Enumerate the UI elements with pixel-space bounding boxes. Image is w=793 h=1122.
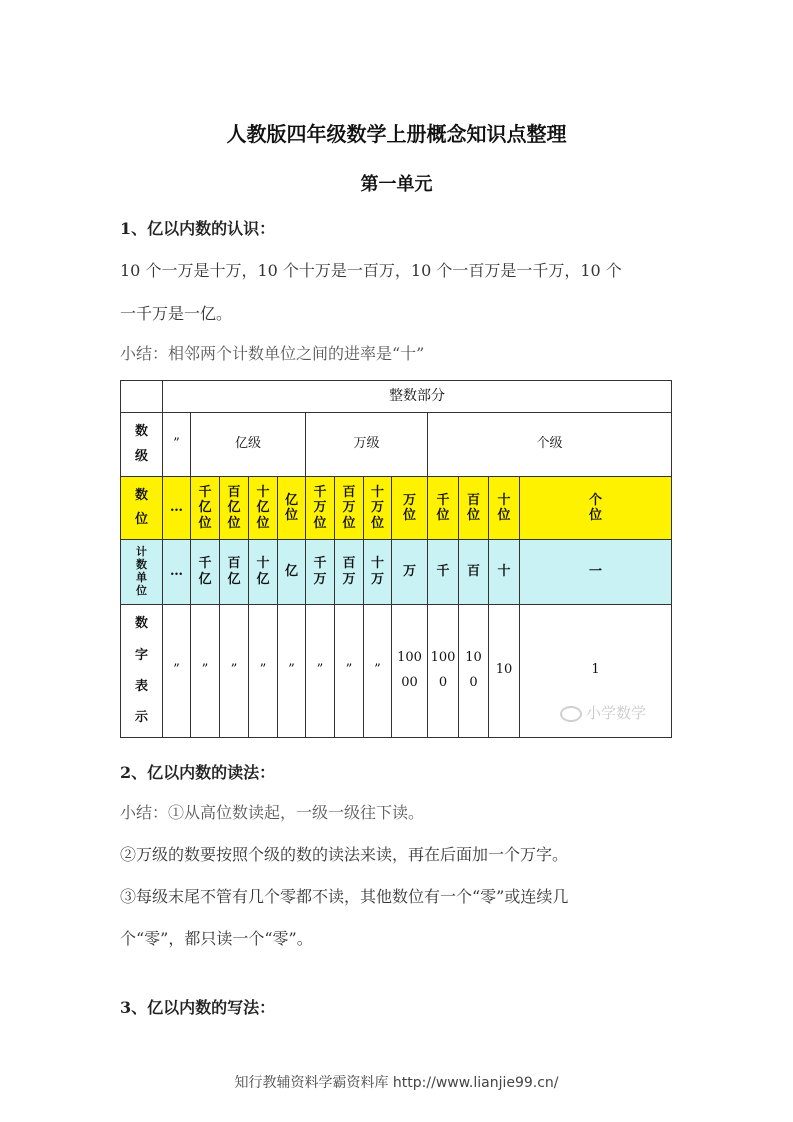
place-cell: 百万位 [335, 477, 364, 540]
row-label-place: 数位 [121, 477, 163, 540]
grade-dots: ” [163, 413, 191, 477]
digit-cell: 1000 [428, 604, 459, 737]
unit-cell: 万 [392, 540, 428, 604]
place-cell: 十位 [489, 477, 520, 540]
place-cell: 百亿位 [220, 477, 249, 540]
unit-cell: 十亿 [249, 540, 278, 604]
place-cell: 十万位 [364, 477, 392, 540]
digit-cell: ” [364, 604, 392, 737]
digit-cell: ” [191, 604, 220, 737]
row-label-digit: 数字表示 [121, 604, 163, 737]
section-2-line-2: ②万级的数要按照个级的数的读法来读，再在后面加一个万字。 [120, 845, 569, 864]
digit-cell: 100 [459, 604, 489, 737]
digit-cell: 10000 [392, 604, 428, 737]
section-2-line-1: 小结：①从高位数读起，一级一级往下读。 [120, 803, 425, 822]
unit-cell: 亿 [278, 540, 306, 604]
unit-cell: 百万 [335, 540, 364, 604]
unit-cell: … [163, 540, 191, 604]
place-cell: 亿位 [278, 477, 306, 540]
unit-title: 第一单元 [360, 174, 433, 195]
section-1-line-2: 一千万是一亿。 [120, 304, 233, 323]
digit-cell: ” [306, 604, 335, 737]
unit-cell: 一 [520, 540, 672, 604]
digit-cell: ” [335, 604, 364, 737]
digit-cell: ” [249, 604, 278, 737]
unit-cell: 百亿 [220, 540, 249, 604]
digit-cell: 10 [489, 604, 520, 737]
unit-cell: 千万 [306, 540, 335, 604]
row-label-unit: 计数单位 [121, 540, 163, 604]
table-corner-cell [121, 381, 163, 413]
grade-wan: 万级 [306, 413, 428, 477]
digit-cell: 1 [520, 604, 672, 737]
place-value-table [120, 380, 672, 738]
row-label-grade: 数级 [121, 413, 163, 477]
section-1-line-1: 10 个一万是十万，10 个十万是一百万，10 个一百万是一千万，10 个 [120, 261, 622, 280]
section-2-line-3: ③每级末尾不管有几个零都不读，其他数位有一个“零”或连续几 [120, 887, 569, 906]
unit-cell: 千 [428, 540, 459, 604]
place-cell: … [163, 477, 191, 540]
place-cell: 千万位 [306, 477, 335, 540]
digit-cell: ” [220, 604, 249, 737]
integer-part-header: 整数部分 [163, 381, 672, 413]
place-cell: 万位 [392, 477, 428, 540]
section-2-heading: 2、亿以内数的读法： [120, 763, 276, 782]
grade-yi: 亿级 [191, 413, 306, 477]
place-cell: 千位 [428, 477, 459, 540]
place-cell: 千亿位 [191, 477, 220, 540]
digit-cell: ” [278, 604, 306, 737]
section-1-summary: 小结：相邻两个计数单位之间的进率是“十” [120, 344, 425, 363]
wechat-icon [560, 706, 582, 722]
section-3-heading: 3、亿以内数的写法： [120, 998, 276, 1017]
place-cell: 个位 [520, 477, 672, 540]
grade-ge: 个级 [428, 413, 672, 477]
section-1-heading: 1、亿以内数的认识： [120, 219, 276, 238]
section-2-line-4: 个“零”，都只读一个“零”。 [120, 929, 313, 948]
unit-cell: 千亿 [191, 540, 220, 604]
unit-cell: 十万 [364, 540, 392, 604]
place-cell: 十亿位 [249, 477, 278, 540]
digit-cell: ” [163, 604, 191, 737]
watermark: 小学数学 [560, 702, 646, 723]
place-cell: 百位 [459, 477, 489, 540]
unit-cell: 十 [489, 540, 520, 604]
document-title: 人教版四年级数学上册概念知识点整理 [226, 122, 567, 146]
unit-cell: 百 [459, 540, 489, 604]
footer: 知行教辅资料学霸资料库 http://www.lianjie99.cn/ [234, 1075, 559, 1091]
